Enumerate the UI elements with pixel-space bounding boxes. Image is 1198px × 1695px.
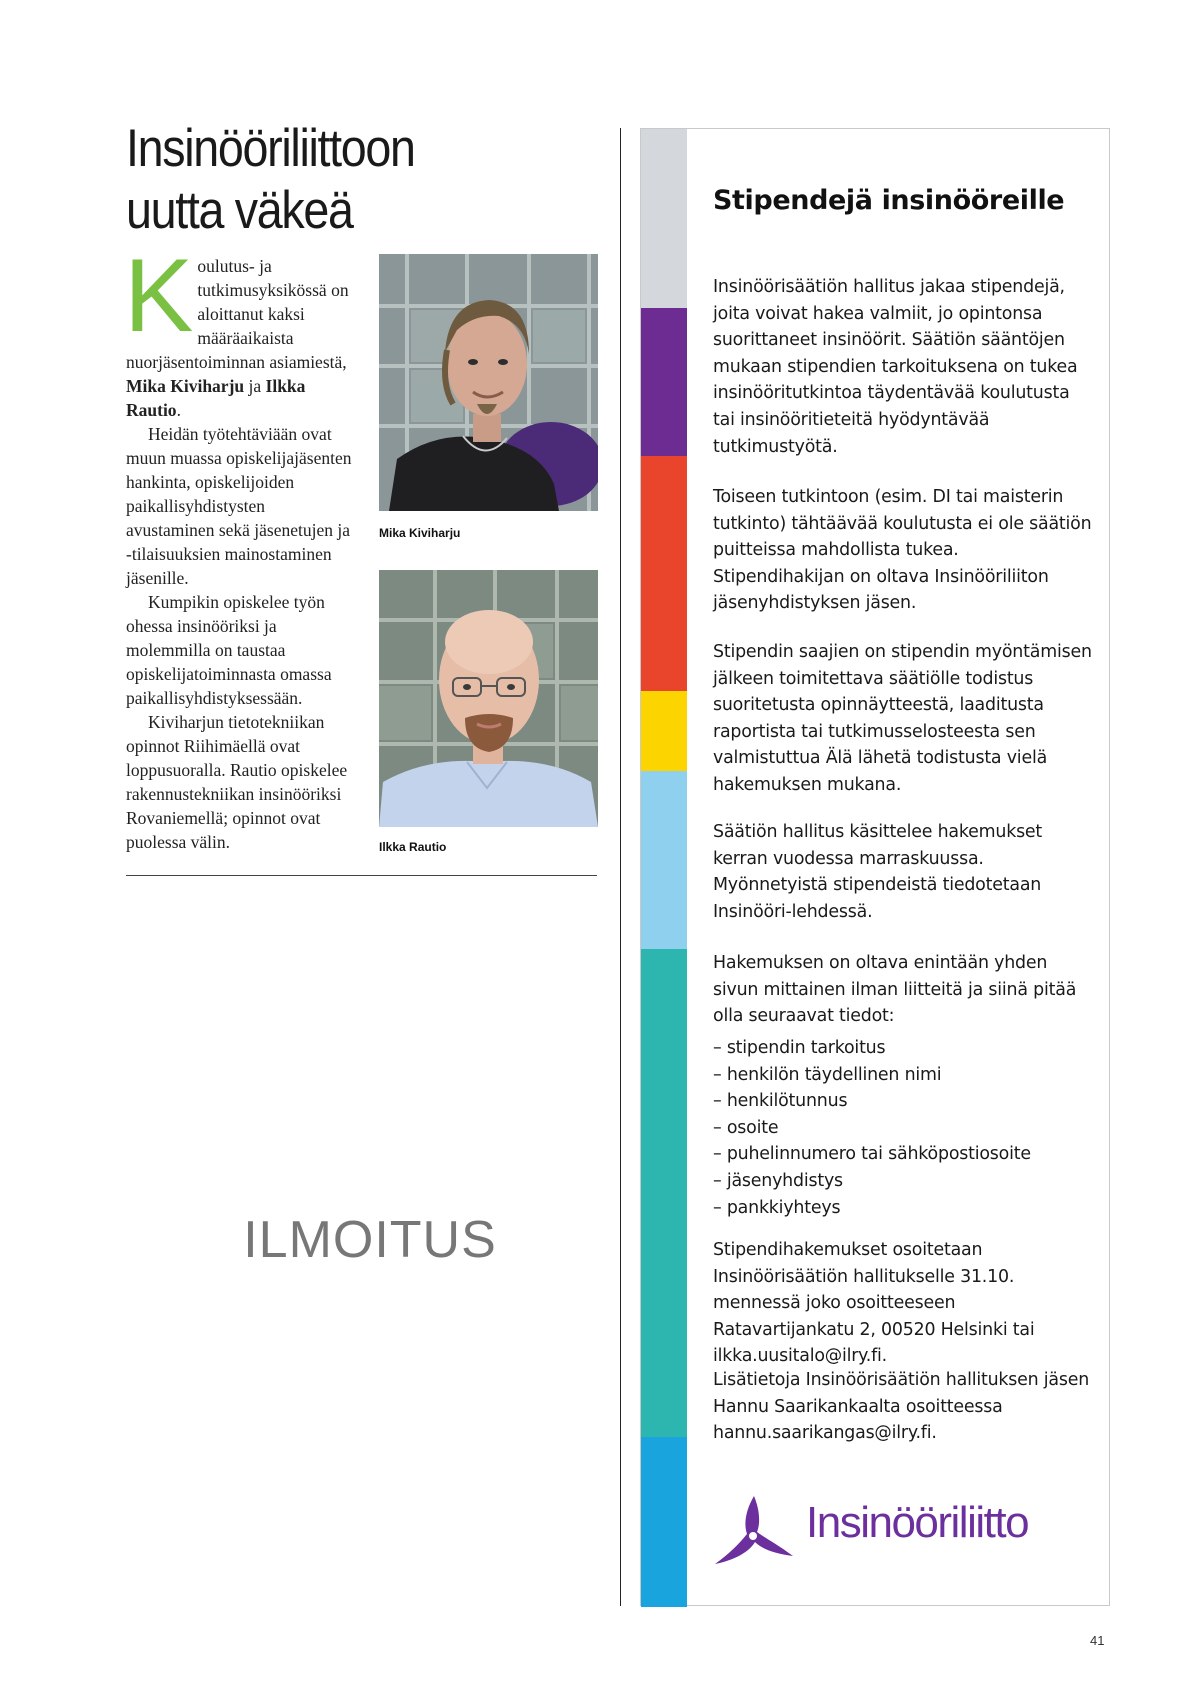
headline-line-2: uutta väkeä <box>126 181 353 240</box>
insinooriliitto-logo <box>713 1494 1093 1566</box>
ad-paragraph-6: Stipendihakemukset osoitetaan Insinöörisäätiön hallitukselle 31.10. mennessä joko osoitteeseen Ratavartijankatu 2, 00520 Helsinki tai ilkka.uusitalo@ilry.fi. <box>713 1240 1035 1367</box>
ad-paragraph-3: Stipendin saajien on stipendin myöntämisen jälkeen toimitettava säätiölle todistus suoritetusta opinnäytteestä, laaditusta raportista tai tutkimusselosteesta sen valmistuttua Älä lähetä todistusta vielä hakemuksen mukana. <box>713 642 1092 795</box>
article-headline <box>126 118 540 242</box>
article-paragraph-1: Koulutus- ja tutkimusyksikössä on aloittanut kaksi määräaikaista nuorjäsentoiminnan asiamiestä, Mika Kiviharju ja Ilkka Rautio. <box>124 238 349 420</box>
headline-line-1: Insinööriliittoon <box>126 119 415 178</box>
ad-paragraph-4: Säätiön hallitus käsittelee hakemukset kerran vuodessa marraskuussa. Myönnetyistä stipendeistä tiedotetaan Insinööri-lehdessä. <box>713 822 1043 922</box>
ad-paragraph-7: Lisätietoja Insinöörisäätiön hallituksen jäsen Hannu Saarikankaalta osoitteessa hannu.saarikangas@ilry.fi. <box>713 1370 1090 1444</box>
ad-paragraph-5: Hakemuksen on oltava enintään yhden sivun mittainen ilman liitteitä ja siinä pitää olla seuraavat tiedot: <box>713 953 1077 1027</box>
scholarship-advertisement <box>640 128 1110 1606</box>
article-paragraph-4: Kiviharjun tietotekniikan opinnot Riihimäellä ovat loppusuoralla. Rautio opiskelee rakennustekniikan insinööriksi Rovaniemellä; opinnot ovat puolessa välin. <box>126 712 348 852</box>
article-body <box>124 238 356 854</box>
page-number: 41 <box>1090 1633 1105 1648</box>
advertisement-label: ILMOITUS <box>243 1211 497 1269</box>
article-paragraph-3: Kumpikin opiskelee työn ohessa insinööriksi ja molemmilla on taustaa opiskelijatoiminnasta omassa paikallisyhdistyksessään. <box>126 592 332 708</box>
list-item: – henkilön täydellinen nimi <box>713 1064 942 1085</box>
person-name-1: Mika Kiviharju <box>126 376 245 396</box>
advertisement-title: Stipendejä insinööreille <box>713 185 1065 216</box>
list-item: – puhelinnumero tai sähköpostiosoite <box>713 1144 1031 1165</box>
ad-paragraph-1: Insinöörisäätiön hallitus jakaa stipendejä, joita voivat hakea valmiit, jo opintonsa suorittaneet insinöörit. Säätiön sääntöjen mukaan stipendien tarkoituksena on tukea insinööritutkintoa täydentävää koulutusta tai insinööritieteitä hyödyntävää tutkimustyötä. <box>713 277 1078 457</box>
drop-cap: K <box>124 238 194 354</box>
photo-caption-kiviharju: Mika Kiviharju <box>379 526 461 540</box>
person-name-2: Ilkka Rautio <box>126 376 306 420</box>
color-stripe <box>641 129 687 1605</box>
photo-caption-rautio: Ilkka Rautio <box>379 840 447 854</box>
tripod-logo-icon <box>713 1494 795 1566</box>
required-info-list <box>713 1035 1093 1221</box>
stripe-segment-red <box>641 456 687 691</box>
logo-wordmark: Insinööriliitto <box>806 1498 1029 1547</box>
list-item: – osoite <box>713 1117 779 1138</box>
list-item: – henkilötunnus <box>713 1091 848 1112</box>
portrait-photo-rautio <box>379 570 598 827</box>
column-divider <box>620 128 621 1606</box>
list-item: – stipendin tarkoitus <box>713 1038 886 1058</box>
stripe-segment-gray <box>641 129 687 308</box>
portrait-photo-kiviharju <box>379 254 598 511</box>
stripe-segment-blue <box>641 1437 687 1607</box>
ad-paragraph-2: Toiseen tutkintoon (esim. DI tai maisterin tutkinto) tähtäävää koulutusta ei ole säätiön puitteissa mahdollista tukea. Stipendihakijan on oltava Insinööriliiton jäsenyhdistyksen jäsen. <box>713 487 1092 614</box>
article-divider <box>126 875 597 876</box>
stripe-segment-lightblue <box>641 771 687 949</box>
stripe-segment-purple <box>641 308 687 456</box>
list-item: – jäsenyhdistys <box>713 1170 843 1191</box>
stripe-segment-teal <box>641 949 687 1437</box>
list-item: – pankkiyhteys <box>713 1197 841 1218</box>
article-paragraph-2: Heidän työtehtäviään ovat muun muassa opiskelijajäsenten hankinta, opiskelijoiden paikallisyhdistysten avustaminen sekä jäsenetujen ja -tilaisuuksien mainostaminen jäsenille. <box>126 424 352 588</box>
stripe-segment-yellow <box>641 691 687 771</box>
